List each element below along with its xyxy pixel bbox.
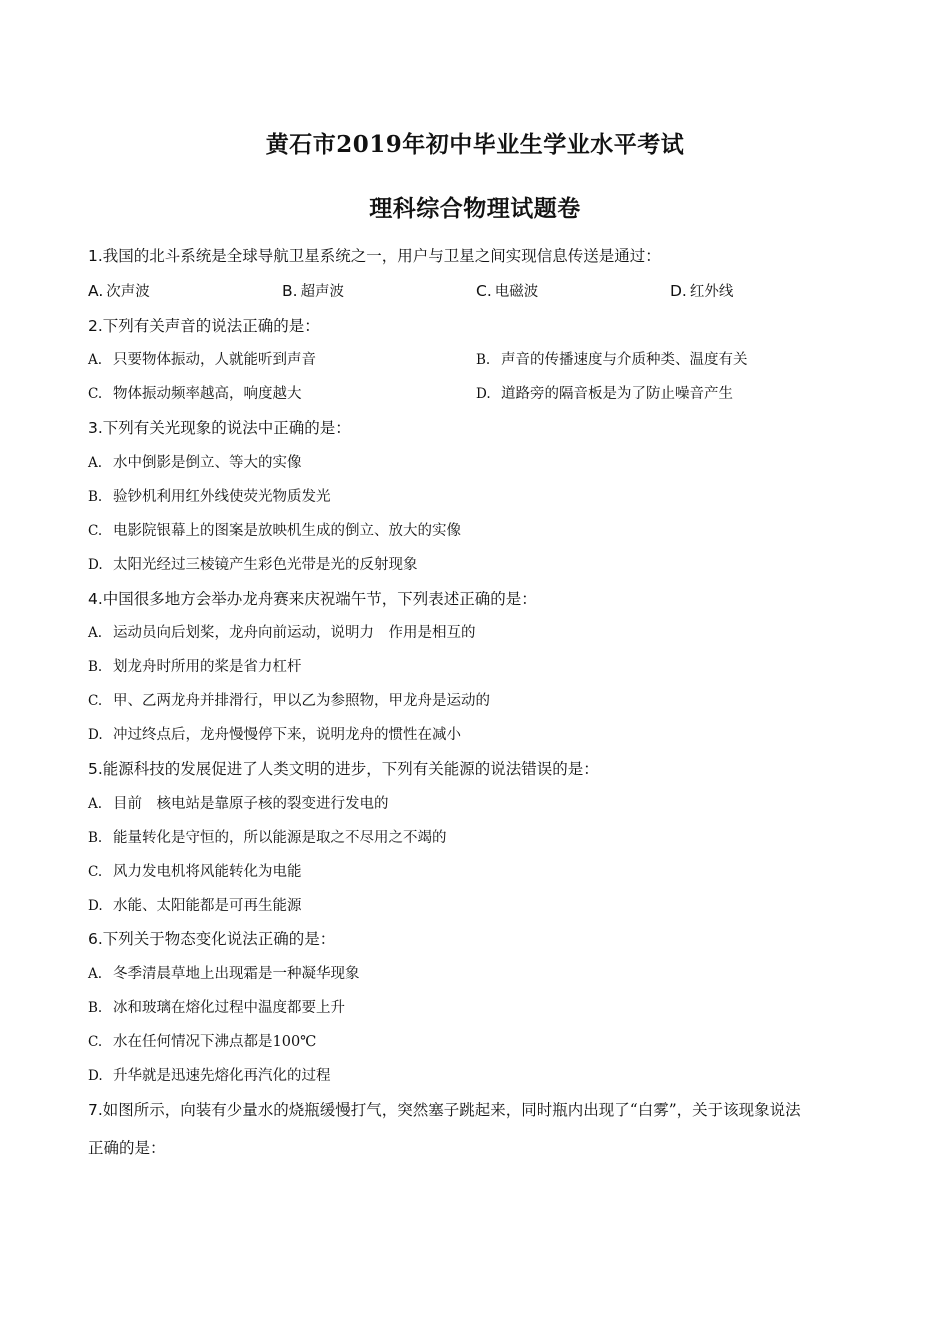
option-text: 电磁波 <box>494 284 539 300</box>
option-label: D. <box>88 727 103 743</box>
option-3d <box>88 555 418 575</box>
option-label: D. <box>88 557 103 573</box>
option-3c <box>88 521 461 541</box>
question-7 <box>88 1100 801 1120</box>
question-2 <box>88 316 320 336</box>
option-label: A. <box>88 282 104 300</box>
option-text: 超声波 <box>300 284 345 300</box>
option-text: 太阳光经过三棱镜产生彩色光带是光的反射现象 <box>113 557 418 573</box>
option-3a <box>88 453 302 473</box>
option-2b <box>476 350 748 370</box>
question-7-continued: 正确的是： <box>88 1139 166 1157</box>
option-text: 电影院银幕上的图案是放映机生成的倒立、放大的实像 <box>113 523 461 539</box>
exam-subtitle: 理科综合物理试题卷 <box>369 195 581 222</box>
option-6b <box>88 998 345 1018</box>
option-label: D. <box>88 898 103 914</box>
option-text: 升华就是迅速先熔化再汽化的过程 <box>113 1068 331 1084</box>
option-label: B. <box>88 830 103 846</box>
option-text: 划龙舟时所用的桨是省力杠杆 <box>113 659 302 675</box>
question-text: 下列关于物态变化说法正确的是： <box>102 930 336 948</box>
option-text: 物体振动频率越高，响度越大 <box>113 386 302 402</box>
option-2d <box>476 384 733 404</box>
option-6a <box>88 964 360 984</box>
option-label: C. <box>476 282 492 300</box>
option-4c <box>88 691 490 711</box>
option-text: 只要物体振动，人就能听到声音 <box>113 352 316 368</box>
option-1b <box>282 281 344 302</box>
option-label: B. <box>282 282 298 300</box>
option-text: 冲过终点后，龙舟慢慢停下来，说明龙舟的惯性在减小 <box>113 727 461 743</box>
option-1d <box>670 281 733 302</box>
option-1a <box>88 281 150 302</box>
option-label: A. <box>88 625 103 641</box>
question-number: 1. <box>88 247 103 265</box>
question-6 <box>88 929 335 949</box>
option-2c <box>88 384 302 404</box>
option-6c <box>88 1032 316 1052</box>
option-label: D. <box>670 282 687 300</box>
question-1 <box>88 246 661 266</box>
option-label: B. <box>476 352 491 368</box>
option-label: A. <box>88 796 103 812</box>
question-text: 中国很多地方会举办龙舟赛来庆祝端午节，下列表述正确的是： <box>102 590 537 608</box>
option-text: 能量转化是守恒的，所以能源是取之不尽用之不竭的 <box>113 830 447 846</box>
option-label: D. <box>476 386 491 402</box>
option-text: 声音的传播速度与介质种类、温度有关 <box>501 352 748 368</box>
option-label: A. <box>88 455 103 471</box>
option-text: 水在任何情况下沸点都是100℃ <box>113 1034 317 1050</box>
option-text: 红外线 <box>689 284 734 300</box>
option-4b <box>88 657 302 677</box>
option-3b <box>88 487 331 507</box>
option-text: 验钞机利用红外线使荧光物质发光 <box>113 489 331 505</box>
option-text: 水中倒影是倒立、等大的实像 <box>113 455 302 471</box>
question-text: 如图所示，向装有少量水的烧瓶缓慢打气，突然塞子跳起来，同时瓶内出现了“白雾”，关于该现象说法 <box>102 1101 801 1119</box>
question-5 <box>88 759 599 779</box>
question-text: 下列有关声音的说法正确的是： <box>102 317 320 335</box>
option-5b <box>88 828 447 848</box>
option-label: C. <box>88 523 103 539</box>
option-label: C. <box>88 693 103 709</box>
option-text: 风力发电机将风能转化为电能 <box>113 864 302 880</box>
option-text: 冬季清晨草地上出现霜是一种凝华现象 <box>113 966 360 982</box>
question-text: 下列有关光现象的说法中正确的是： <box>102 419 351 437</box>
question-number: 3. <box>88 419 103 437</box>
option-text: 水能、太阳能都是可再生能源 <box>113 898 302 914</box>
question-text: 我国的北斗系统是全球导航卫星系统之一，用户与卫星之间实现信息传送是通过： <box>102 247 661 265</box>
option-5a <box>88 794 389 814</box>
option-text: 运动员向后划桨，龙舟向前运动，说明力 作用是相互的 <box>113 625 476 641</box>
option-label: B. <box>88 1000 103 1016</box>
option-label: C. <box>88 386 103 402</box>
question-3 <box>88 418 351 438</box>
option-text: 目前 核电站是靠原子核的裂变进行发电的 <box>113 796 389 812</box>
question-number: 2. <box>88 317 103 335</box>
option-5d <box>88 896 302 916</box>
question-number: 6. <box>88 930 103 948</box>
option-1c <box>476 281 538 302</box>
exam-title: 黄石市2019年初中毕业生学业水平考试 <box>265 131 685 158</box>
option-label: A. <box>88 966 103 982</box>
option-text: 道路旁的隔音板是为了防止噪音产生 <box>501 386 733 402</box>
option-text: 甲、乙两龙舟并排滑行，甲以乙为参照物，甲龙舟是运动的 <box>113 693 490 709</box>
option-text: 冰和玻璃在熔化过程中温度都要上升 <box>113 1000 345 1016</box>
option-label: C. <box>88 864 103 880</box>
option-2a <box>88 350 316 370</box>
question-number: 7. <box>88 1101 103 1119</box>
option-label: C. <box>88 1034 103 1050</box>
option-label: A. <box>88 352 103 368</box>
option-4d <box>88 725 461 745</box>
question-number: 4. <box>88 590 103 608</box>
question-number: 5. <box>88 760 103 778</box>
option-4a <box>88 623 476 643</box>
option-6d <box>88 1066 331 1086</box>
option-5c <box>88 862 302 882</box>
option-text: 次声波 <box>106 284 150 300</box>
question-text: 能源科技的发展促进了人类文明的进步，下列有关能源的说法错误的是： <box>102 760 599 778</box>
question-4 <box>88 589 537 609</box>
option-label: D. <box>88 1068 103 1084</box>
option-label: B. <box>88 489 103 505</box>
option-label: B. <box>88 659 103 675</box>
